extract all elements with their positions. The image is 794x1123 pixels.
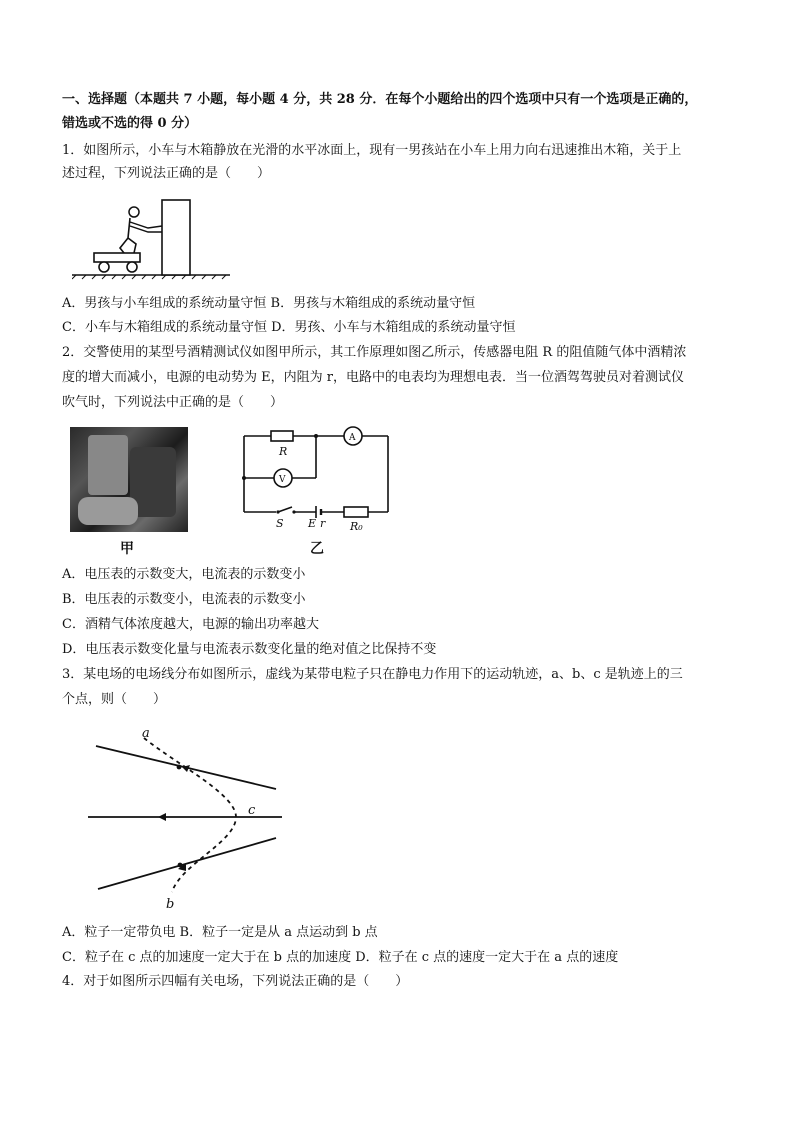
q3-label-a: a — [142, 726, 150, 741]
q2-label-yi: 乙 — [310, 541, 324, 557]
section-header-line1: 一、选择题（本题共 7 小题，每小题 4 分，共 28 分．在每个小题给出的四个选项中只有一个选项是正确的， — [62, 92, 698, 107]
q2-option-b: B．电压表的示数变小，电流表的示数变小 — [62, 592, 306, 607]
circuit-label-r-internal: r — [320, 517, 326, 530]
q2-option-d: D．电压表示数变化量与电流表示数变化量的绝对值之比保持不变 — [62, 642, 437, 657]
q1-options-line2: C．小车与木箱组成的系统动量守恒 D．男孩、小车与木箱组成的系统动量守恒 — [62, 320, 516, 335]
q3-options-line1: A．粒子一定带负电 B．粒子一定是从 a 点运动到 b 点 — [62, 925, 378, 940]
q2-label-jia: 甲 — [120, 541, 134, 557]
q2-option-c: C．酒精气体浓度越大，电源的输出功率越大 — [62, 617, 319, 632]
q3-label-c: c — [248, 803, 256, 818]
circuit-label-r: R — [279, 445, 288, 458]
q1-options-line1: A．男孩与小车组成的系统动量守恒 B．男孩与木箱组成的系统动量守恒 — [62, 296, 476, 311]
section-header-line2: 错选或不选的得 0 分） — [62, 116, 198, 131]
q1-stem-line2: 述过程，下列说法正确的是（ ） — [62, 166, 271, 181]
q3-options-line2: C．粒子在 c 点的加速度一定大于在 b 点的加速度 D．粒子在 c 点的速度一定大于在 a 点的速度 — [62, 950, 619, 965]
circuit-label-v: V — [279, 475, 286, 485]
q2-option-a: A．电压表的示数变大，电流表的示数变小 — [62, 567, 306, 582]
q2-photo-breathalyzer — [70, 427, 188, 532]
q4-stem-line1: 4．对于如图所示四幅有关电场，下列说法正确的是（ ） — [62, 974, 409, 989]
q3-electric-field-figure — [86, 724, 286, 910]
circuit-label-a: A — [349, 433, 356, 443]
q3-stem-line1: 3．某电场的电场线分布如图所示，虚线为某带电粒子只在静电力作用下的运动轨迹，a、b、c 是轨迹上的三 — [62, 667, 683, 682]
q2-stem-line3: 吹气时，下列说法中正确的是（ ） — [62, 395, 284, 410]
circuit-label-e: E — [308, 517, 317, 530]
q3-label-b: b — [166, 897, 175, 910]
q2-stem-line1: 2．交警使用的某型号酒精测试仪如图甲所示，其工作原理如图乙所示，传感器电阻 R 的阻值随气体中酒精浓 — [62, 345, 687, 360]
q3-stem-line2: 个点，则（ ） — [62, 692, 167, 707]
q2-circuit-diagram — [236, 426, 396, 532]
q2-stem-line2: 度的增大而减小，电源的电动势为 E，内阻为 r，电路中的电表均为理想电表．当一位酒驾驾驶员对着测试仪 — [62, 370, 684, 385]
q1-stem-line1: 1．如图所示，小车与木箱静放在光滑的水平冰面上，现有一男孩站在小车上用力向右迅速推出木箱，关于上 — [62, 143, 682, 158]
q1-figure-boy-cart-box — [72, 198, 232, 280]
circuit-label-r0: R₀ — [350, 520, 363, 532]
circuit-label-s: S — [276, 517, 284, 530]
